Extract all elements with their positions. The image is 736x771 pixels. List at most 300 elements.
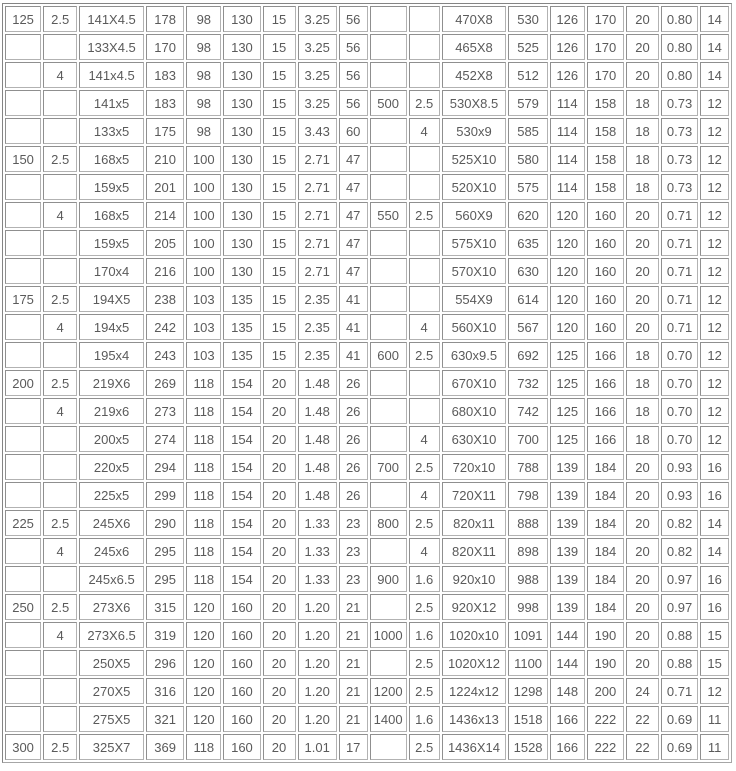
table-cell: 0.80 — [661, 34, 698, 60]
table-cell: 2.71 — [298, 174, 337, 200]
table-cell — [370, 230, 407, 256]
table-cell: 2.35 — [298, 314, 337, 340]
table-cell: 15 — [263, 342, 296, 368]
table-cell: 1.48 — [298, 426, 337, 452]
table-cell: 630 — [508, 258, 547, 284]
table-cell: 550 — [370, 202, 407, 228]
table-cell: 20 — [263, 370, 296, 396]
table-row — [5, 510, 729, 536]
table-cell: 126 — [550, 62, 585, 88]
table-cell: 20 — [626, 622, 659, 648]
table-cell: 159x5 — [79, 174, 144, 200]
table-cell — [43, 426, 77, 452]
table-cell: 670X10 — [442, 370, 507, 396]
table-cell: 520X10 — [442, 174, 507, 200]
table-cell: 200x5 — [79, 426, 144, 452]
table-cell: 900 — [370, 566, 407, 592]
table-cell: 500 — [370, 90, 407, 116]
table-cell: 700 — [508, 426, 547, 452]
table-cell: 4 — [409, 482, 440, 508]
table-cell: 168x5 — [79, 146, 144, 172]
table-cell — [5, 230, 41, 256]
table-cell: 16 — [700, 594, 729, 620]
table-cell: 888 — [508, 510, 547, 536]
table-cell — [370, 370, 407, 396]
table-cell: 118 — [186, 482, 221, 508]
table-cell: 160 — [587, 258, 624, 284]
table-cell: 183 — [146, 90, 184, 116]
table-cell: 15 — [700, 622, 729, 648]
table-cell — [5, 454, 41, 480]
table-cell: 554X9 — [442, 286, 507, 312]
table-cell: 299 — [146, 482, 184, 508]
table-cell: 114 — [550, 174, 585, 200]
table-cell — [43, 230, 77, 256]
table-cell: 18 — [626, 146, 659, 172]
table-cell: 1.33 — [298, 538, 337, 564]
table-cell: 20 — [263, 650, 296, 676]
table-cell: 0.71 — [661, 202, 698, 228]
table-cell: 1.01 — [298, 734, 337, 760]
table-cell: 118 — [186, 398, 221, 424]
table-cell — [370, 734, 407, 760]
table-cell: 21 — [339, 594, 368, 620]
table-cell: 614 — [508, 286, 547, 312]
table-cell: 120 — [550, 258, 585, 284]
table-cell: 2.5 — [409, 734, 440, 760]
table-cell: 20 — [626, 258, 659, 284]
table-cell: 154 — [223, 510, 260, 536]
table-cell: 12 — [700, 202, 729, 228]
table-cell — [409, 34, 440, 60]
table-cell — [43, 174, 77, 200]
table-cell: 26 — [339, 370, 368, 396]
table-cell: 0.69 — [661, 706, 698, 732]
table-cell: 620 — [508, 202, 547, 228]
table-row — [5, 286, 729, 312]
table-cell: 315 — [146, 594, 184, 620]
table-cell: 15 — [263, 258, 296, 284]
table-cell: 170 — [587, 34, 624, 60]
table-cell: 20 — [626, 594, 659, 620]
table-cell: 1.20 — [298, 622, 337, 648]
table-cell: 15 — [263, 34, 296, 60]
table-cell: 18 — [626, 118, 659, 144]
table-cell — [409, 258, 440, 284]
table-cell: 154 — [223, 454, 260, 480]
table-cell: 135 — [223, 286, 260, 312]
table-cell: 158 — [587, 90, 624, 116]
table-cell: 325X7 — [79, 734, 144, 760]
table-cell: 16 — [700, 566, 729, 592]
table-cell: 47 — [339, 202, 368, 228]
table-cell: 23 — [339, 538, 368, 564]
table-cell: 120 — [550, 202, 585, 228]
table-cell: 47 — [339, 258, 368, 284]
table-cell: 210 — [146, 146, 184, 172]
table-cell: 15 — [263, 314, 296, 340]
table-cell: 166 — [550, 706, 585, 732]
table-cell: 118 — [186, 734, 221, 760]
table-cell: 125 — [5, 6, 41, 32]
table-cell — [43, 34, 77, 60]
table-cell: 125 — [550, 398, 585, 424]
table-cell: 1436X14 — [442, 734, 507, 760]
table-row — [5, 734, 729, 760]
table-cell: 0.88 — [661, 622, 698, 648]
table-cell: 15 — [263, 230, 296, 256]
table-cell: 20 — [263, 454, 296, 480]
table-cell: 575 — [508, 174, 547, 200]
table-cell: 166 — [587, 370, 624, 396]
table-cell: 1.20 — [298, 706, 337, 732]
table-cell: 692 — [508, 342, 547, 368]
table-cell: 273X6 — [79, 594, 144, 620]
table-cell: 26 — [339, 426, 368, 452]
table-cell: 114 — [550, 118, 585, 144]
table-cell: 630x9.5 — [442, 342, 507, 368]
table-cell: 300 — [5, 734, 41, 760]
table-cell: 154 — [223, 482, 260, 508]
table-cell: 15 — [700, 650, 729, 676]
table-cell: 600 — [370, 342, 407, 368]
table-cell: 120 — [550, 314, 585, 340]
table-cell: 22 — [626, 706, 659, 732]
table-cell: 114 — [550, 146, 585, 172]
table-cell: 166 — [587, 398, 624, 424]
table-cell: 567 — [508, 314, 547, 340]
table-cell: 184 — [587, 510, 624, 536]
table-cell: 2.5 — [409, 678, 440, 704]
table-cell: 23 — [339, 566, 368, 592]
table-cell — [5, 34, 41, 60]
table-cell: 47 — [339, 146, 368, 172]
table-row — [5, 230, 729, 256]
table-cell: 1020x10 — [442, 622, 507, 648]
table-cell — [409, 146, 440, 172]
table-cell — [5, 314, 41, 340]
table-cell: 0.69 — [661, 734, 698, 760]
table-cell: 250 — [5, 594, 41, 620]
table-cell — [409, 230, 440, 256]
table-cell: 154 — [223, 566, 260, 592]
table-row — [5, 174, 729, 200]
table-cell: 200 — [5, 370, 41, 396]
table-cell: 130 — [223, 34, 260, 60]
table-cell: 0.70 — [661, 398, 698, 424]
table-cell: 200 — [587, 678, 624, 704]
table-cell: 139 — [550, 454, 585, 480]
table-cell: 273 — [146, 398, 184, 424]
table-cell: 12 — [700, 286, 729, 312]
table-cell — [409, 398, 440, 424]
table-cell: 141x4.5 — [79, 62, 144, 88]
table-cell: 0.80 — [661, 6, 698, 32]
table-cell — [43, 678, 77, 704]
table-cell: 20 — [263, 538, 296, 564]
table-cell: 580 — [508, 146, 547, 172]
table-cell: 680X10 — [442, 398, 507, 424]
table-cell: 18 — [626, 342, 659, 368]
table-cell: 160 — [223, 594, 260, 620]
table-cell: 720x10 — [442, 454, 507, 480]
table-cell: 201 — [146, 174, 184, 200]
table-cell: 20 — [626, 286, 659, 312]
table-cell: 12 — [700, 370, 729, 396]
table-cell: 245x6.5 — [79, 566, 144, 592]
table-cell: 20 — [626, 62, 659, 88]
table-cell — [370, 314, 407, 340]
table-cell: 2.5 — [409, 510, 440, 536]
table-cell: 1298 — [508, 678, 547, 704]
table-cell: 0.88 — [661, 650, 698, 676]
table-cell: 98 — [186, 34, 221, 60]
table-cell — [370, 538, 407, 564]
table-cell: 275X5 — [79, 706, 144, 732]
table-cell: 1.33 — [298, 566, 337, 592]
table-cell — [43, 258, 77, 284]
table-cell: 160 — [223, 706, 260, 732]
table-cell — [5, 90, 41, 116]
table-cell: 160 — [223, 678, 260, 704]
table-cell: 214 — [146, 202, 184, 228]
table-cell: 20 — [626, 230, 659, 256]
table-cell: 2.5 — [43, 286, 77, 312]
table-cell: 2.5 — [43, 370, 77, 396]
table-row — [5, 62, 729, 88]
table-cell: 0.70 — [661, 342, 698, 368]
table-cell: 2.5 — [409, 342, 440, 368]
table-cell: 160 — [587, 230, 624, 256]
table-cell: 183 — [146, 62, 184, 88]
table-cell: 0.71 — [661, 230, 698, 256]
table-cell — [370, 146, 407, 172]
table-cell: 222 — [587, 734, 624, 760]
table-cell — [370, 62, 407, 88]
table-cell: 1518 — [508, 706, 547, 732]
table-row — [5, 594, 729, 620]
table-cell: 60 — [339, 118, 368, 144]
table-cell: 15 — [263, 62, 296, 88]
table-cell: 178 — [146, 6, 184, 32]
table-cell: 160 — [223, 622, 260, 648]
table-cell: 144 — [550, 650, 585, 676]
table-cell: 2.5 — [43, 6, 77, 32]
table-cell: 560X9 — [442, 202, 507, 228]
table-cell: 26 — [339, 454, 368, 480]
table-cell: 560X10 — [442, 314, 507, 340]
table-cell: 18 — [626, 174, 659, 200]
table-cell: 160 — [223, 734, 260, 760]
table-cell: 11 — [700, 734, 729, 760]
table-cell: 2.5 — [43, 594, 77, 620]
table-cell: 14 — [700, 538, 729, 564]
table-cell: 18 — [626, 398, 659, 424]
table-cell: 114 — [550, 90, 585, 116]
table-cell: 56 — [339, 6, 368, 32]
table-cell: 920x10 — [442, 566, 507, 592]
table-cell: 20 — [263, 678, 296, 704]
table-cell: 160 — [223, 650, 260, 676]
table-cell: 184 — [587, 566, 624, 592]
table-cell — [5, 62, 41, 88]
table-cell — [409, 174, 440, 200]
table-cell: 525X10 — [442, 146, 507, 172]
table-cell: 118 — [186, 370, 221, 396]
table-cell — [5, 706, 41, 732]
table-cell: 98 — [186, 6, 221, 32]
table-cell: 120 — [186, 650, 221, 676]
table-cell: 15 — [263, 146, 296, 172]
table-cell — [43, 566, 77, 592]
table-cell: 788 — [508, 454, 547, 480]
table-cell — [5, 258, 41, 284]
table-cell: 184 — [587, 454, 624, 480]
table-cell: 170 — [587, 6, 624, 32]
table-cell: 3.25 — [298, 34, 337, 60]
table-cell: 175 — [5, 286, 41, 312]
table-cell: 16 — [700, 454, 729, 480]
table-cell: 103 — [186, 286, 221, 312]
table-cell: 20 — [626, 314, 659, 340]
table-cell: 920X12 — [442, 594, 507, 620]
table-cell: 15 — [263, 6, 296, 32]
table-cell: 579 — [508, 90, 547, 116]
table-cell: 166 — [587, 426, 624, 452]
table-cell: 12 — [700, 174, 729, 200]
table-cell: 100 — [186, 174, 221, 200]
table-cell: 2.71 — [298, 258, 337, 284]
table-cell: 21 — [339, 678, 368, 704]
table-cell: 15 — [263, 286, 296, 312]
table-cell: 118 — [186, 538, 221, 564]
table-cell: 21 — [339, 706, 368, 732]
table-cell: 20 — [626, 6, 659, 32]
table-cell — [43, 454, 77, 480]
table-cell: 0.82 — [661, 510, 698, 536]
table-cell — [43, 90, 77, 116]
table-cell: 100 — [186, 202, 221, 228]
table-cell: 1.6 — [409, 622, 440, 648]
table-row — [5, 370, 729, 396]
table-cell — [370, 34, 407, 60]
table-cell: 1224x12 — [442, 678, 507, 704]
table-cell: 321 — [146, 706, 184, 732]
table-cell: 41 — [339, 342, 368, 368]
table-cell: 742 — [508, 398, 547, 424]
table-cell: 130 — [223, 62, 260, 88]
table-cell: 139 — [550, 510, 585, 536]
table-cell: 530X8.5 — [442, 90, 507, 116]
table-cell: 12 — [700, 90, 729, 116]
table-cell: 1.20 — [298, 594, 337, 620]
table-cell: 20 — [263, 426, 296, 452]
table-cell: 1.20 — [298, 678, 337, 704]
table-cell: 98 — [186, 62, 221, 88]
table-cell: 12 — [700, 118, 729, 144]
table-cell: 150 — [5, 146, 41, 172]
table-cell: 575X10 — [442, 230, 507, 256]
table-row — [5, 146, 729, 172]
table-row — [5, 650, 729, 676]
table-cell: 1.48 — [298, 482, 337, 508]
table-cell: 4 — [43, 314, 77, 340]
table-cell: 630X10 — [442, 426, 507, 452]
table-cell: 148 — [550, 678, 585, 704]
table-cell: 1000 — [370, 622, 407, 648]
table-cell: 17 — [339, 734, 368, 760]
table-cell: 988 — [508, 566, 547, 592]
table-cell: 26 — [339, 398, 368, 424]
table-cell: 20 — [263, 734, 296, 760]
table-cell: 270X5 — [79, 678, 144, 704]
table-cell: 269 — [146, 370, 184, 396]
table-cell: 0.70 — [661, 370, 698, 396]
table-row — [5, 482, 729, 508]
table-cell: 205 — [146, 230, 184, 256]
table-row — [5, 34, 729, 60]
table-cell: 274 — [146, 426, 184, 452]
table-cell: 194x5 — [79, 314, 144, 340]
table-cell: 3.25 — [298, 90, 337, 116]
table-cell — [370, 398, 407, 424]
table-cell: 168x5 — [79, 202, 144, 228]
table-cell: 118 — [186, 454, 221, 480]
table-cell: 319 — [146, 622, 184, 648]
table-cell: 56 — [339, 90, 368, 116]
table-cell — [5, 538, 41, 564]
table-cell: 0.71 — [661, 258, 698, 284]
table-cell: 154 — [223, 426, 260, 452]
table-cell: 133X4.5 — [79, 34, 144, 60]
table-cell: 295 — [146, 566, 184, 592]
table-cell: 41 — [339, 314, 368, 340]
table-cell: 41 — [339, 286, 368, 312]
table-cell: 635 — [508, 230, 547, 256]
table-cell: 219X6 — [79, 370, 144, 396]
table-cell: 898 — [508, 538, 547, 564]
table-row — [5, 118, 729, 144]
table-cell: 14 — [700, 34, 729, 60]
table-cell: 225 — [5, 510, 41, 536]
table-cell: 18 — [626, 90, 659, 116]
table-cell: 139 — [550, 566, 585, 592]
table-row — [5, 202, 729, 228]
table-cell: 0.82 — [661, 538, 698, 564]
table-cell: 470X8 — [442, 6, 507, 32]
table-cell: 184 — [587, 594, 624, 620]
table-cell — [5, 398, 41, 424]
table-cell: 133x5 — [79, 118, 144, 144]
table-cell: 250X5 — [79, 650, 144, 676]
table-cell: 47 — [339, 230, 368, 256]
table-cell: 21 — [339, 622, 368, 648]
table-cell: 512 — [508, 62, 547, 88]
table-cell: 120 — [550, 286, 585, 312]
table-cell: 0.97 — [661, 566, 698, 592]
table-cell: 125 — [550, 342, 585, 368]
table-cell: 3.43 — [298, 118, 337, 144]
table-cell: 0.70 — [661, 426, 698, 452]
table-cell — [5, 118, 41, 144]
table-cell: 12 — [700, 678, 729, 704]
table-cell — [370, 174, 407, 200]
table-row — [5, 314, 729, 340]
table-cell: 139 — [550, 538, 585, 564]
table-cell: 316 — [146, 678, 184, 704]
table-cell: 100 — [186, 146, 221, 172]
table-cell: 100 — [186, 230, 221, 256]
